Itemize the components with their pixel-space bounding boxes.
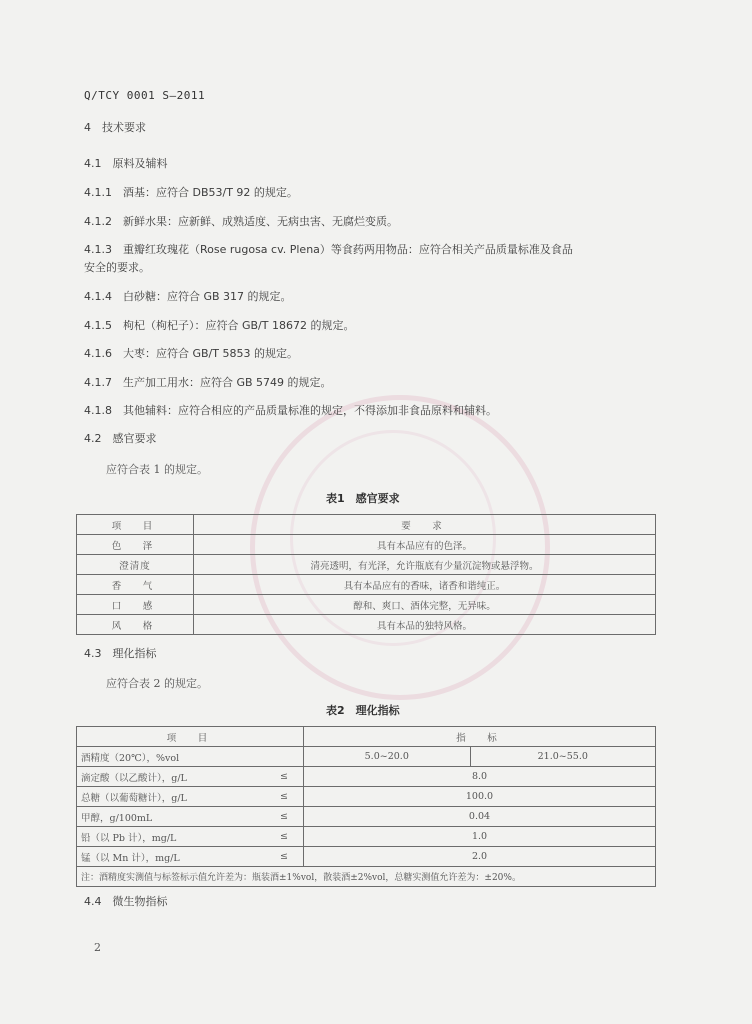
table-cell: ≤ <box>265 827 304 847</box>
table-header-row <box>77 727 656 747</box>
table-row <box>77 595 656 615</box>
table-cell: 酒精度（20℃），%vol <box>77 747 304 767</box>
table-header-cell: 要 求 <box>194 515 656 535</box>
table-header-row <box>77 515 656 535</box>
table-cell: ≤ <box>265 767 304 787</box>
section-4-2-text: 应符合表 1 的规定。 <box>106 463 208 476</box>
table-cell: 锰（以 Mn 计），mg/L <box>77 847 266 867</box>
table-cell: 香 气 <box>77 575 194 595</box>
table-cell: 1.0 <box>304 827 656 847</box>
table-row <box>77 807 656 827</box>
section-4-1-7: 4.1.7 生产加工用水：应符合 GB 5749 的规定。 <box>84 376 332 389</box>
section-4-1-8: 4.1.8 其他辅料：应符合相应的产品质量标准的规定，不得添加非食品原料和辅料。 <box>84 404 497 417</box>
table-row <box>77 827 656 847</box>
section-4-1-1: 4.1.1 酒基：应符合 DB53/T 92 的规定。 <box>84 186 298 199</box>
section-4-3-heading: 4.3 理化指标 <box>84 647 157 660</box>
section-4-4-heading: 4.4 微生物指标 <box>84 895 168 908</box>
table-note-row <box>77 867 656 887</box>
sensory-table <box>76 514 656 635</box>
section-4-1-3-line1: 4.1.3 重瓣红玫瑰花（Rose rugosa cv. Plena）等食药两用物品：应符合相关产品质量标准及食品 <box>84 243 573 256</box>
table-cell: 醇和、爽口、酒体完整，无异味。 <box>194 595 656 615</box>
table-row <box>77 847 656 867</box>
section-4-1-heading: 4.1 原料及辅料 <box>84 157 168 170</box>
table-cell: 8.0 <box>304 767 656 787</box>
table-row <box>77 767 656 787</box>
table-header-cell: 项 目 <box>77 515 194 535</box>
table-cell: 5.0~20.0 <box>304 747 471 767</box>
table1-caption: 表1 感官要求 <box>326 492 400 505</box>
table-cell: 总糖（以葡萄糖计），g/L <box>77 787 266 807</box>
doc-code: Q/TCY 0001 S—2011 <box>84 89 206 102</box>
table-cell: ≤ <box>265 787 304 807</box>
table-cell: 21.0~55.0 <box>470 747 655 767</box>
table-cell: 100.0 <box>304 787 656 807</box>
table-row <box>77 575 656 595</box>
table-cell: 风 格 <box>77 615 194 635</box>
table-cell: 甲醇，g/100mL <box>77 807 266 827</box>
physicochemical-table <box>76 726 656 887</box>
section-4-1-6: 4.1.6 大枣：应符合 GB/T 5853 的规定。 <box>84 347 298 360</box>
section-4-1-3-line2: 安全的要求。 <box>84 261 150 274</box>
table-row <box>77 535 656 555</box>
table-row <box>77 787 656 807</box>
table-cell: 清亮透明，有光泽，允许瓶底有少量沉淀物或悬浮物。 <box>194 555 656 575</box>
table-cell: 澄清度 <box>77 555 194 575</box>
table-cell: 滴定酸（以乙酸计），g/L <box>77 767 266 787</box>
section-4-heading: 4 技术要求 <box>84 121 146 134</box>
table-cell: ≤ <box>265 847 304 867</box>
table-cell: 色 泽 <box>77 535 194 555</box>
table-cell: 铅（以 Pb 计），mg/L <box>77 827 266 847</box>
table-row <box>77 747 656 767</box>
section-4-1-4: 4.1.4 白砂糖：应符合 GB 317 的规定。 <box>84 290 292 303</box>
table-cell: 具有本品的独特风格。 <box>194 615 656 635</box>
table-cell: 具有本品应有的色泽。 <box>194 535 656 555</box>
section-4-1-5: 4.1.5 枸杞（枸杞子）：应符合 GB/T 18672 的规定。 <box>84 319 355 332</box>
table-row <box>77 555 656 575</box>
section-4-1-2: 4.1.2 新鲜水果：应新鲜、成熟适度、无病虫害、无腐烂变质。 <box>84 215 398 228</box>
table-cell: 2.0 <box>304 847 656 867</box>
page-number: 2 <box>94 941 101 954</box>
table-cell: 具有本品应有的香味，诸香和谐纯正。 <box>194 575 656 595</box>
table-row <box>77 615 656 635</box>
table2-caption: 表2 理化指标 <box>326 704 400 717</box>
table-note: 注：酒精度实测值与标签标示值允许差为：瓶装酒±1%vol，散装酒±2%vol，总糖实测值允许差为：±20%。 <box>77 867 656 887</box>
section-4-3-text: 应符合表 2 的规定。 <box>106 677 208 690</box>
table-cell: 口 感 <box>77 595 194 615</box>
table-cell: 0.04 <box>304 807 656 827</box>
table-cell: ≤ <box>265 807 304 827</box>
section-4-2-heading: 4.2 感官要求 <box>84 432 157 445</box>
table-header-cell: 项 目 <box>77 727 304 747</box>
table-header-cell: 指 标 <box>304 727 656 747</box>
